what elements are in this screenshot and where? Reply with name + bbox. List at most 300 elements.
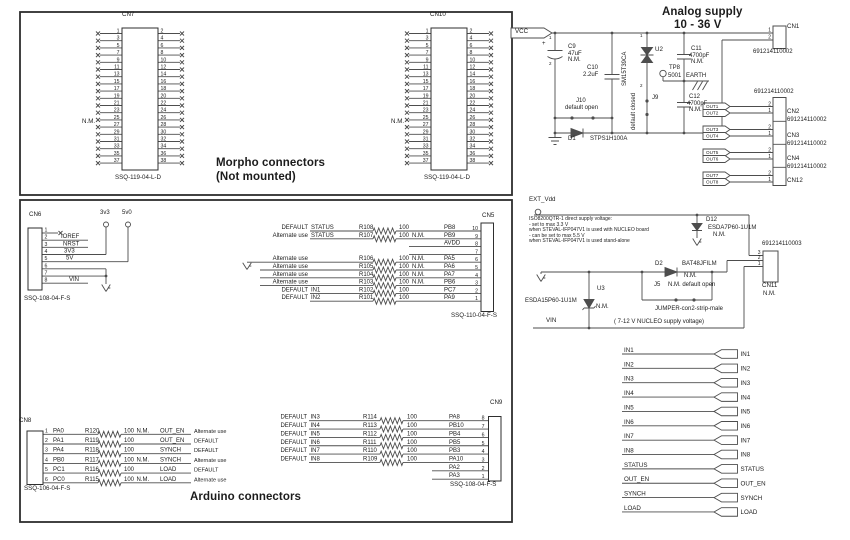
wire [96, 75, 100, 79]
port-label: PA10 [449, 456, 464, 463]
wire [96, 104, 100, 108]
wire-net-label: IN3 [624, 375, 634, 383]
arduino-title: Arduino connectors [190, 491, 302, 503]
wire [489, 125, 493, 129]
signal-label: IN3 [310, 414, 320, 421]
port-label: PC1 [53, 467, 65, 474]
wire [380, 443, 403, 449]
wire [96, 46, 100, 50]
flag-name-label: SYNCH [740, 494, 763, 502]
wire [98, 470, 121, 476]
pin-number: 11 [114, 64, 120, 71]
pin-number: 14 [469, 71, 476, 78]
c9-nm: N.M. [568, 57, 581, 63]
c11-nm: N.M. [691, 59, 704, 65]
pin-number: 23 [422, 107, 429, 114]
flag-name-label: IN6 [740, 423, 751, 430]
wire [405, 32, 409, 36]
resistor-value: 100 [124, 467, 135, 474]
wire [96, 125, 100, 129]
pin-number: 18 [160, 86, 167, 93]
cn6-part: SSQ-108-04-F-S [24, 295, 71, 302]
signal-label: STATUS [311, 232, 334, 239]
resistor-ref: R111 [363, 439, 377, 446]
pin-number: 23 [113, 107, 120, 114]
pin-number: 20 [469, 93, 476, 100]
port-label: PB8 [444, 225, 456, 231]
wire [96, 161, 100, 165]
pin-number: 4 [44, 249, 48, 256]
testpoint-5v0-icon [126, 222, 131, 227]
wire [180, 96, 184, 100]
cn10-ref: CN10 [430, 11, 446, 18]
c12-ref: C12 [689, 94, 701, 100]
pin-number: 3 [116, 35, 120, 42]
use-label: Alternate use [272, 232, 308, 239]
signal-net-flag [714, 450, 738, 459]
pin-number: 15 [113, 78, 120, 85]
c12-value: 4700pF [687, 100, 708, 107]
wire-net-label: SYNCH [624, 490, 646, 498]
u3-ref: U3 [597, 286, 605, 292]
pin-number: 1 [768, 27, 771, 34]
port-label: PB3 [449, 448, 461, 455]
wire [489, 104, 493, 108]
wire [489, 46, 493, 50]
d2-ref: D2 [655, 261, 663, 267]
port-label: PA3 [449, 473, 460, 480]
resistor-ref: R109 [363, 456, 378, 463]
flag-name-label: OUT_EN [740, 480, 766, 488]
pin-number: 27 [422, 122, 429, 129]
pin-number: 6 [45, 476, 48, 483]
port-label: 3V3 [64, 248, 75, 255]
pin-number: 5 [116, 42, 120, 49]
ext-note-line2: - set to max 3.3 V [529, 221, 569, 228]
pin-number: 22 [469, 100, 476, 107]
c10-value: 2.2uF [583, 71, 599, 78]
nm-label: N.M. [412, 264, 425, 270]
signal-net-flag [714, 508, 738, 517]
wire [180, 68, 184, 72]
wire [405, 96, 409, 100]
port-label: 5V [66, 255, 74, 262]
pin-number: 31 [113, 136, 120, 143]
pin-number: 26 [469, 114, 476, 121]
pin-number: 37 [422, 158, 429, 165]
wire-net-label: IN4 [624, 390, 634, 398]
cn1-ref: CN1 [787, 23, 800, 30]
pin-number: 6 [481, 432, 485, 439]
wire [405, 140, 409, 144]
resistor-value: 100 [124, 428, 135, 435]
pin-number: 2 [768, 124, 771, 131]
pin-number: 7 [425, 50, 429, 57]
pin-number: 21 [422, 100, 429, 107]
flag-name-label: IN1 [740, 351, 751, 359]
wire [489, 82, 493, 86]
pin-number: 32 [469, 136, 476, 143]
pin-number: 1 [475, 296, 478, 303]
wire [180, 89, 184, 93]
pin-number: 22 [160, 100, 167, 107]
signal-label: IN2 [311, 295, 321, 302]
cn8-part: SSQ-106-04-F-S [24, 485, 71, 492]
wire [180, 147, 184, 151]
earth-ground-icon [549, 133, 562, 145]
c12-nm: N.M. [689, 107, 702, 113]
pin-number: 7 [481, 424, 485, 431]
use-label: Alternate use [272, 264, 308, 270]
pin-number: 2 [45, 438, 48, 444]
wire [373, 267, 396, 273]
pin-number: 29 [422, 129, 429, 136]
pin-number: 4 [469, 35, 473, 42]
resistor-value: 100 [124, 476, 135, 483]
port-label: PA7 [444, 271, 455, 278]
d12-nm: N.M. [713, 232, 726, 238]
wire [373, 290, 396, 296]
out-flag-label: OUT3 [706, 127, 719, 133]
wire [489, 96, 493, 100]
d1-ref: D1 [568, 136, 576, 142]
pin-number: 6 [475, 257, 478, 264]
wire [96, 32, 100, 36]
cn11-nm: N.M. [763, 290, 776, 297]
signal-label: IN7 [310, 448, 320, 455]
nm-label: N.M. [136, 428, 150, 435]
use-label: DEFAULT [280, 448, 307, 455]
wire [380, 418, 403, 424]
wire-net-label: IN6 [624, 418, 634, 426]
wire [98, 460, 121, 466]
wire [489, 75, 493, 79]
resistor-value: 100 [124, 447, 135, 454]
pin-number: 6 [160, 42, 164, 49]
cn1-part: 691214110002 [753, 49, 793, 55]
pin-number: 35 [113, 150, 120, 157]
pin-number: 2 [768, 34, 771, 41]
bottom-return-rail [555, 40, 773, 138]
c10-ref: C10 [587, 65, 599, 71]
wire-net-label: IN7 [624, 433, 634, 441]
wire [380, 451, 403, 457]
pin-number: 2 [160, 28, 164, 35]
wire [96, 60, 100, 64]
out-flag-label: OUT1 [706, 104, 719, 110]
wire [180, 39, 184, 43]
gnd-arrow-icon [102, 269, 111, 292]
cn6-net [102, 222, 131, 292]
wire [180, 104, 184, 108]
pin-number: 8 [160, 50, 164, 57]
ext-note-line3: when STEVAL-IFP047V1 is used with NUCLEO board [529, 227, 649, 233]
pin-number: 38 [160, 158, 167, 165]
j9-note: default closed [631, 92, 637, 130]
wire-net-label: LOAD [624, 504, 641, 512]
resistor-value: 100 [407, 439, 418, 446]
cn7-part: SSQ-119-04-L-D [115, 174, 161, 181]
resistor-ref: R107 [359, 232, 374, 239]
nm-label: N.M. [412, 256, 425, 263]
wire [489, 132, 493, 136]
port-label: PB5 [449, 439, 461, 446]
wire [405, 89, 409, 93]
resistor-ref: R106 [359, 256, 374, 263]
u2-ref: U2 [655, 46, 663, 53]
resistor-value: 100 [407, 423, 418, 430]
pin-number: 3 [475, 280, 478, 287]
flag-name-label: IN2 [740, 365, 751, 373]
pin-number: 6 [44, 263, 48, 270]
wire [489, 111, 493, 115]
wire [96, 132, 100, 136]
use-label: DEFAULT [194, 448, 219, 455]
resistor-ref: R103 [359, 279, 374, 286]
cn7-connector-body [122, 28, 158, 170]
signal-label: STATUS [311, 225, 334, 231]
pin-number: 34 [160, 143, 167, 150]
wire [96, 39, 100, 43]
out-flag-label: OUT5 [706, 150, 719, 156]
wire [96, 68, 100, 72]
wire [180, 125, 184, 129]
u2-pin1: 1 [640, 33, 643, 38]
pin-number: 5 [425, 42, 429, 49]
pin-number: 2 [757, 255, 761, 261]
wire-net-label: OUT_EN [624, 476, 650, 484]
d2-part: BAT48JFILM [682, 261, 717, 267]
wire [380, 434, 403, 440]
resistor-ref: R118 [85, 447, 99, 454]
ext-note-line5: when STEVAL-IFP047V1 is used stand-alone [529, 238, 630, 244]
resistor-ref: R119 [85, 438, 99, 444]
pin-number: 1 [768, 108, 771, 114]
signal-label: SYNCH [160, 457, 182, 464]
cn7-nm: N.M. [82, 118, 96, 125]
wire [373, 283, 396, 289]
cn6-connector-body [28, 228, 42, 290]
analog-title-line2: 10 - 36 V [674, 19, 722, 31]
signal-label: IN1 [311, 287, 321, 294]
d12-ref: D12 [706, 217, 718, 223]
wire [489, 89, 493, 93]
resistor-value: 100 [399, 271, 410, 278]
port-label: PB9 [444, 232, 456, 239]
testpoint-5v0-label: 5v0 [122, 210, 132, 216]
wire [96, 118, 100, 122]
wire [489, 32, 493, 36]
signal-label: IN4 [310, 423, 320, 430]
cn3-part: 691214110002 [787, 117, 827, 123]
nm-label: N.M. [136, 476, 150, 483]
ext-note-line1: ISO8200QTR-1 direct supply voltage: [529, 216, 613, 222]
pin-number: 38 [469, 158, 476, 165]
resistor-value: 100 [399, 295, 410, 302]
j10-ref: J10 [576, 98, 586, 104]
pin-number: 37 [113, 158, 120, 165]
cn11-connector-body [763, 251, 778, 282]
pin-number: 36 [160, 150, 167, 157]
cn9-ref: CN9 [490, 399, 503, 406]
resistor-ref: R101 [359, 295, 374, 302]
analog-supply-net [511, 26, 786, 186]
wire [405, 60, 409, 64]
pin-number: 17 [422, 86, 429, 93]
port-label: PA1 [53, 438, 64, 444]
resistor-value: 100 [399, 256, 410, 263]
pin-number: 2 [475, 288, 478, 295]
cn5-connector-body [481, 223, 494, 312]
pin-number: 13 [113, 71, 120, 78]
pin-number: 3 [425, 35, 429, 42]
wire-net-label: IN5 [624, 404, 634, 412]
use-label: Alternate use [272, 271, 308, 278]
pin-number: 12 [469, 64, 476, 71]
resistor-ref: R105 [359, 264, 374, 270]
pin-number: 24 [469, 107, 476, 114]
resistor-value: 100 [399, 225, 410, 231]
wire [180, 118, 184, 122]
flag-name-label: IN3 [740, 379, 751, 387]
resistor-value: 100 [407, 431, 418, 438]
cn9-part: SSQ-108-04-F-S [450, 481, 497, 488]
signal-label: OUT_EN [160, 428, 185, 435]
resistor-ref: R110 [363, 448, 377, 455]
resistor-value: 100 [399, 264, 410, 270]
j5-note: N.M. default open [668, 281, 716, 288]
signal-net-flag [714, 393, 738, 402]
flag-name-label: STATUS [740, 466, 764, 474]
pin-number: 4 [45, 457, 48, 464]
signal-net-flag [714, 493, 738, 502]
j5-ref: J5 [654, 281, 661, 288]
cn5-part: SSQ-110-04-F-S [451, 312, 497, 319]
gnd-arrow-icon [693, 239, 702, 246]
wire [489, 68, 493, 72]
nm-label: N.M. [136, 457, 150, 464]
wire [180, 53, 184, 57]
pin-number: 8 [475, 241, 478, 248]
use-label: DEFAULT [194, 467, 219, 474]
pin-number: 16 [469, 78, 476, 85]
wire [96, 147, 100, 151]
pin-number: 29 [113, 129, 120, 136]
wire [96, 89, 100, 93]
wire [405, 46, 409, 50]
wire [405, 104, 409, 108]
pin-number: 32 [160, 136, 167, 143]
ext-note-line4: - can be set to max 5.5 V [529, 232, 585, 239]
wire-net-label: STATUS [624, 461, 648, 469]
use-label: Alternate use [272, 279, 308, 286]
cn11-ref: CN11 [762, 282, 778, 289]
j9-ref: J9 [652, 95, 659, 101]
port-label: PB6 [444, 279, 456, 286]
wire [405, 161, 409, 165]
port-label: VIN [69, 277, 80, 284]
c9-value: 47uF [568, 50, 582, 57]
pin-number: 25 [422, 114, 429, 121]
pin-number: 10 [472, 226, 478, 232]
pin-number: 8 [481, 415, 485, 422]
signal-label: IN6 [310, 439, 320, 446]
signal-label: LOAD [160, 476, 177, 483]
port-label: PB0 [53, 457, 65, 464]
pin-number: 30 [160, 129, 167, 136]
vin-net-label: VIN [546, 317, 557, 324]
cn10-nm: N.M. [391, 118, 405, 125]
pin-number: 24 [160, 107, 167, 114]
j10-note: default open [565, 105, 599, 111]
d2-net [541, 261, 763, 277]
wire [98, 431, 121, 437]
pin-number: 13 [422, 71, 429, 78]
u2-pin2: 2 [640, 83, 643, 88]
wire [489, 53, 493, 57]
pin-number: 7 [116, 50, 120, 57]
use-label: DEFAULT [280, 439, 307, 446]
wire [180, 60, 184, 64]
resistor-ref: R117 [85, 457, 99, 464]
u3-part: ESDA15P60-1U1M [525, 298, 577, 304]
signal-net-flag [714, 407, 738, 416]
out-flag-label: OUT7 [706, 173, 719, 179]
resistor-value: 100 [399, 279, 410, 286]
wire [405, 125, 409, 129]
pin-number: 7 [44, 270, 48, 277]
resistor-ref: R104 [359, 271, 374, 278]
pin-number: 31 [422, 136, 429, 143]
use-label: Alternate use [194, 428, 227, 435]
signal-label: IN8 [310, 456, 320, 463]
wire [98, 480, 121, 486]
resistor-ref: R113 [363, 423, 377, 430]
signal-label: SYNCH [160, 447, 182, 454]
pin-number: 2 [481, 465, 485, 472]
earth-label: EARTH [686, 73, 707, 79]
port-label: PA0 [53, 428, 64, 435]
resistor-ref: R114 [363, 414, 377, 421]
signal-flags-net [622, 347, 766, 516]
wire [380, 459, 403, 465]
pin-number: 20 [160, 93, 167, 100]
resistor-value: 100 [399, 287, 410, 294]
use-label: Alternate use [194, 477, 227, 484]
pin-number: 17 [113, 86, 120, 93]
pin-number: 19 [422, 93, 429, 100]
wire [405, 154, 409, 158]
port-label: IOREF [61, 234, 80, 241]
resistor-value: 100 [407, 448, 418, 455]
pin-number: 5 [475, 265, 478, 271]
pin-number: 11 [423, 64, 429, 71]
nucleo-supply-note: ( 7-12 V NUCLEO supply voltage) [614, 318, 705, 325]
pin-number: 1 [757, 261, 761, 267]
flag-name-label: IN7 [740, 437, 751, 445]
wire [373, 298, 396, 304]
use-label: DEFAULT [281, 225, 308, 231]
pin-number: 33 [113, 143, 120, 150]
use-label: Alternate use [272, 256, 308, 263]
port-label: PA8 [449, 414, 460, 421]
port-label: PB10 [449, 423, 464, 430]
cn2-ref: CN2 [787, 108, 800, 115]
out-flag-label: OUT6 [706, 156, 719, 162]
pin-number: 8 [469, 50, 473, 57]
port-label: PC7 [444, 287, 456, 294]
resistor-ref: R120 [85, 428, 100, 435]
